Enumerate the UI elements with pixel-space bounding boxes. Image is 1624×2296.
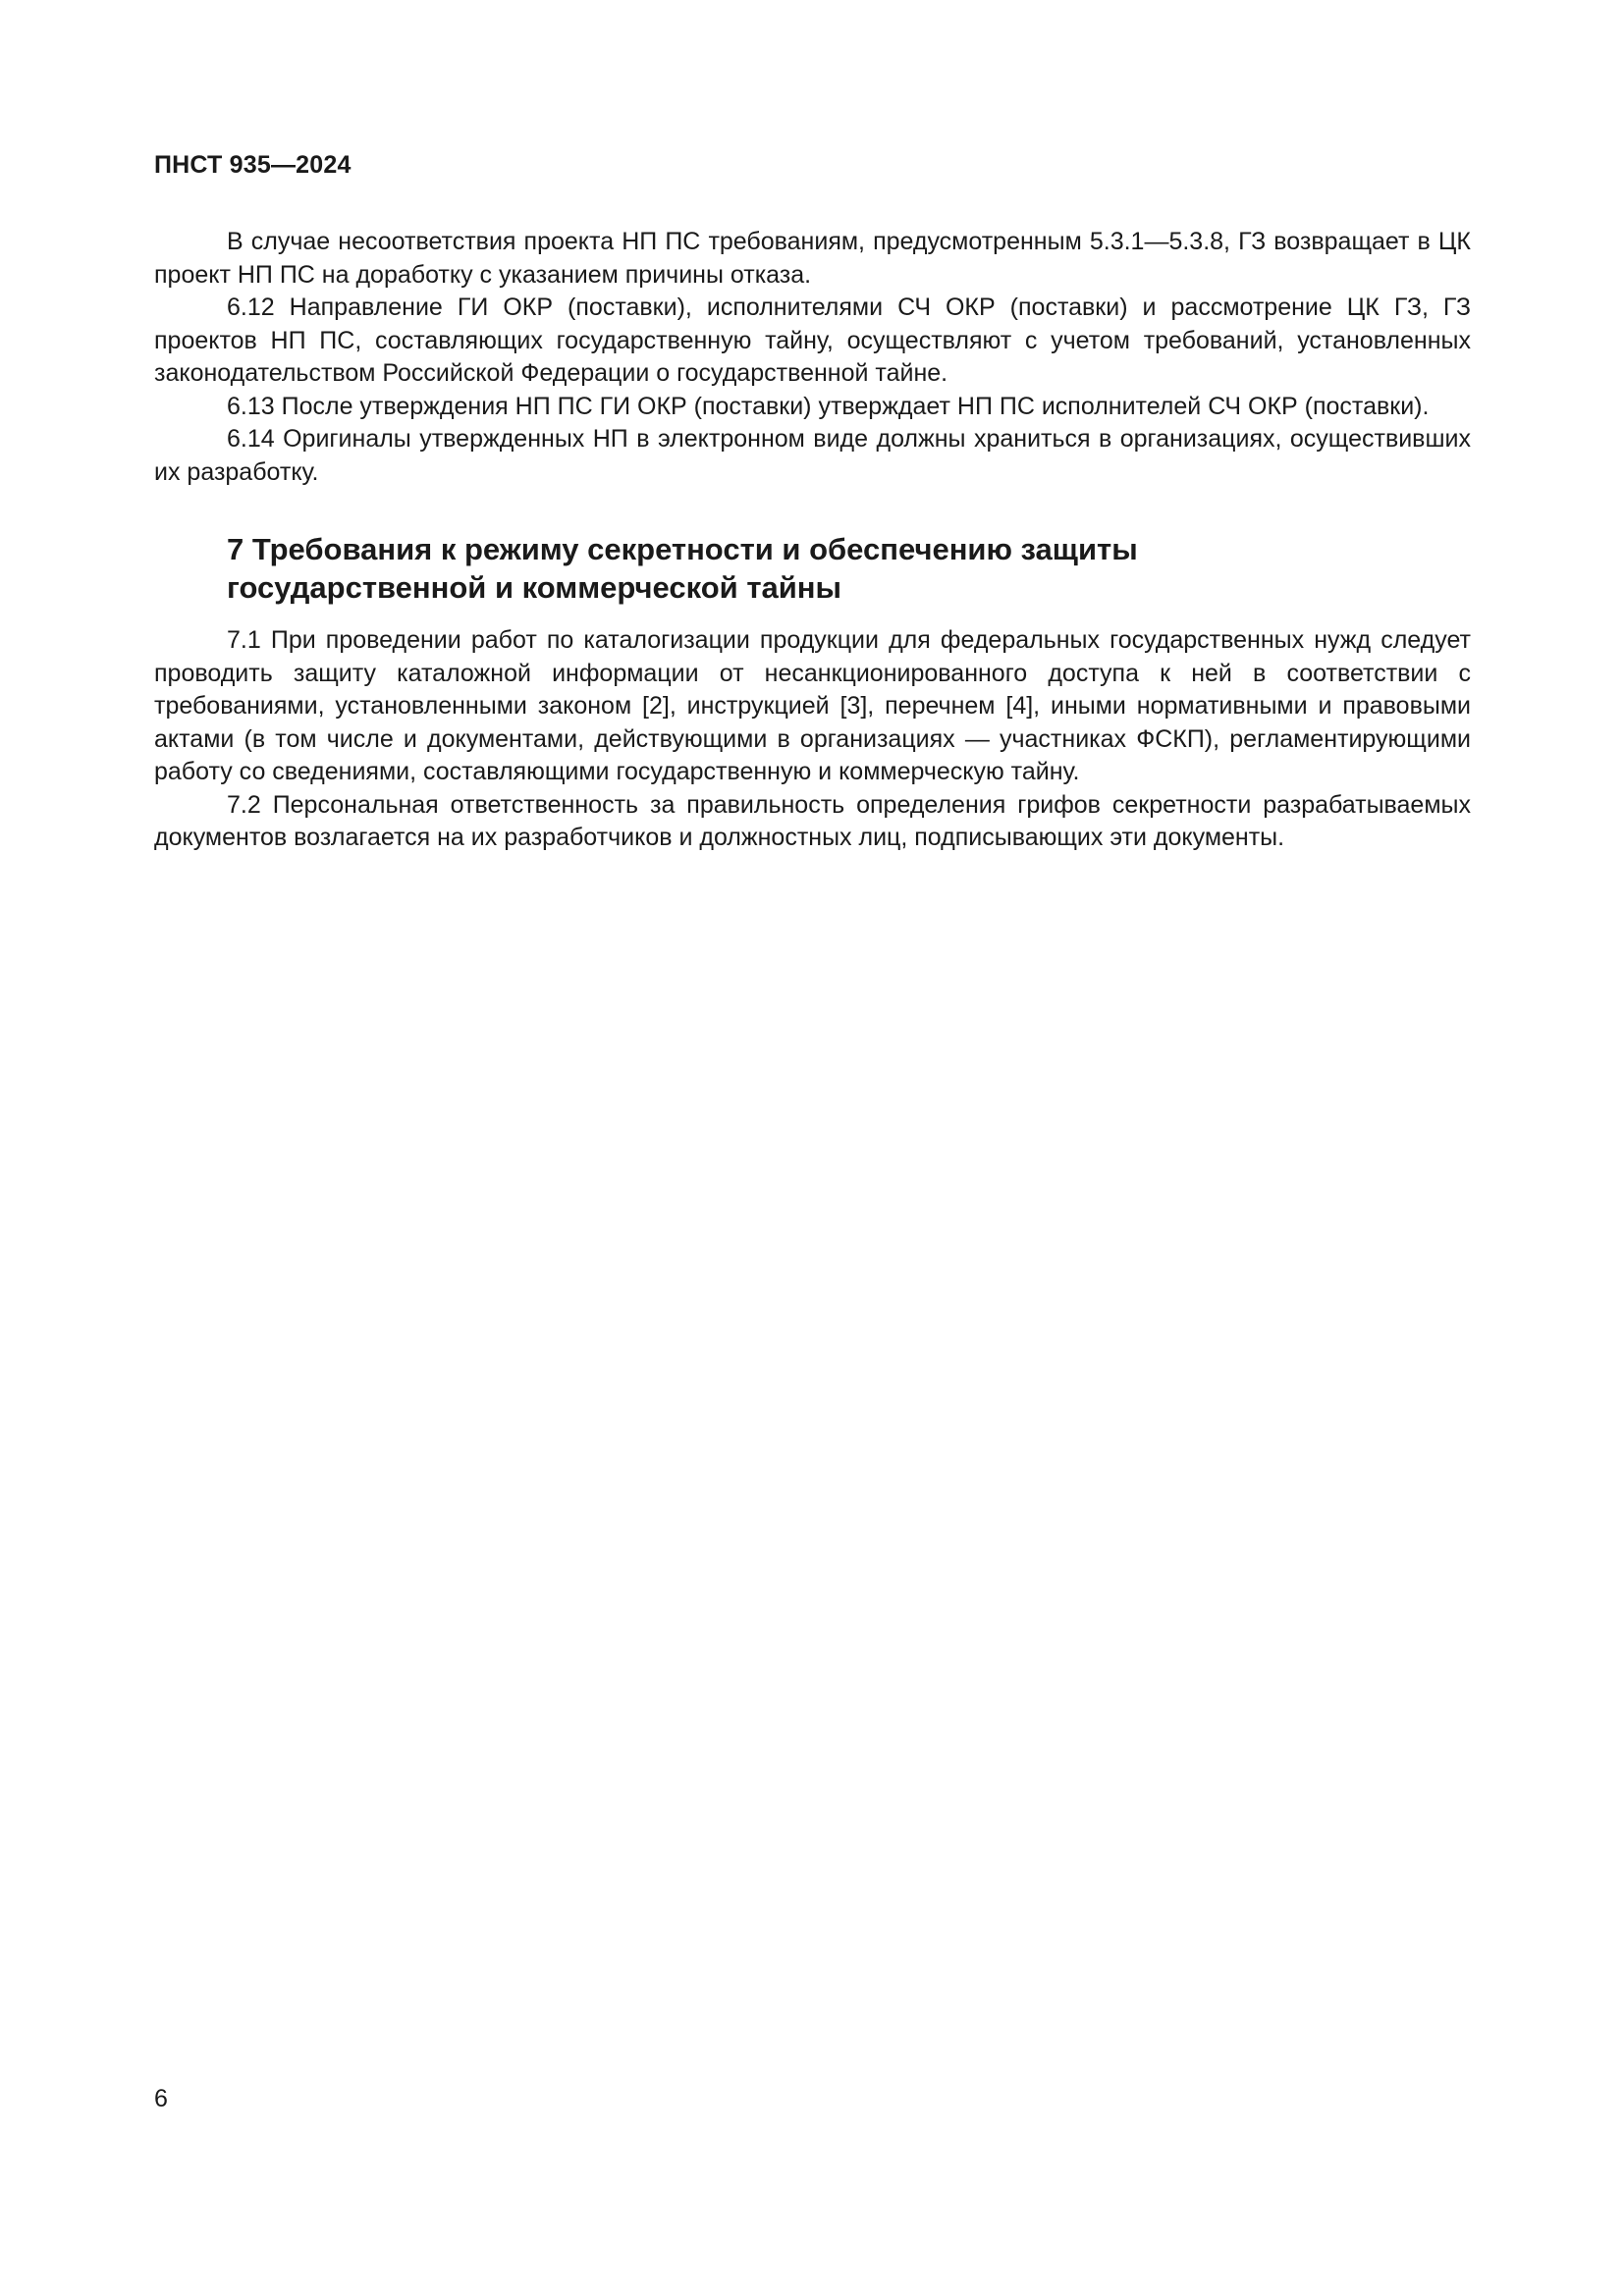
paragraph-7-2: 7.2 Персональная ответственность за правильность определения грифов секретности разрабатываемых документов возлагается на их разработчиков и должностных лиц, подписывающих эти документы. [154,790,1471,851]
page-content [154,226,1471,855]
paragraph-7-1: 7.1 При проведении работ по каталогизации продукции для федеральных государственных нужд следует проводить защиту каталожной информации от несанкционированного доступа к ней в соответствии с требованиями, установленными законом [2], инструкцией [3], перечнем [4], иными нормативными и правовыми актами (в том числе и документами, действующими в организациях — участниках ФСКП), регламентирующими работу со сведениями, составляющими государственную и коммерческую тайну. [154,626,1471,785]
paragraph-6-13: 6.13 После утверждения НП ПС ГИ ОКР (поставки) утверждает НП ПС исполнителей СЧ ОКР (поставки). [227,392,1430,420]
page-number: 6 [154,2085,168,2112]
paragraph-6-12: 6.12 Направление ГИ ОКР (поставки), исполнителями СЧ ОКР (поставки) и рассмотрение ЦК ГЗ, ГЗ проектов НП ПС, составляющих государственную тайну, осуществляют с учетом требований, установленных законодательством Российской Федерации о государственной тайне. [154,294,1471,387]
section-7-heading: 7 Требования к режиму секретности и обеспечению защиты государственной и коммерческой тайны [227,532,1138,605]
paragraph-6-11-continuation: В случае несоответствия проекта НП ПС требованиям, предусмотренным 5.3.1—5.3.8, ГЗ возвращает в ЦК проект НП ПС на доработку с указанием причины отказа. [154,228,1471,289]
paragraph-6-14: 6.14 Оригиналы утвержденных НП в электронном виде должны храниться в организациях, осуществивших их разработку. [154,425,1471,486]
document-id-header: ПНСТ 935—2024 [154,151,352,179]
